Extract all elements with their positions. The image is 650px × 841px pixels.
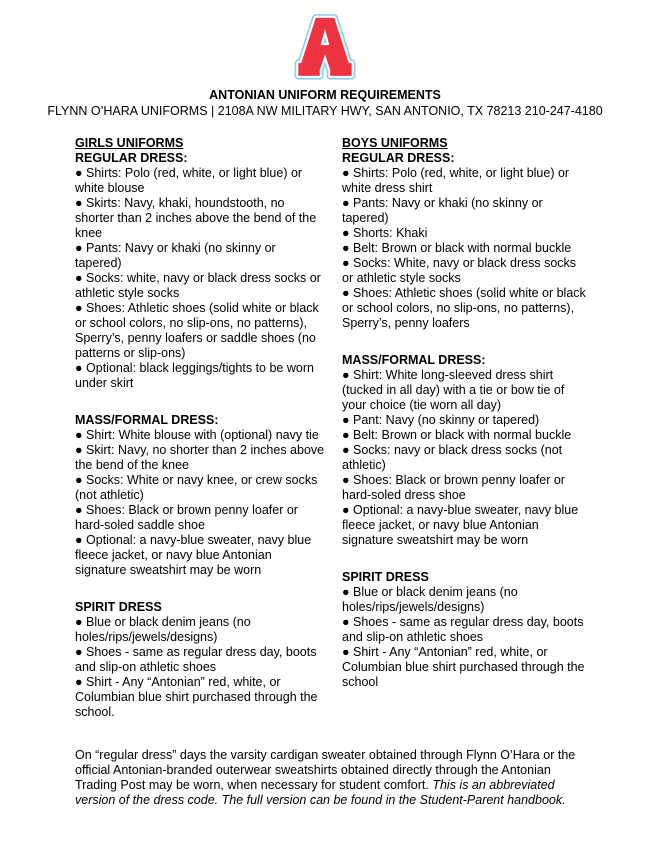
bullet-item: ● Shoes: Black or brown penny loafer or hard-soled saddle shoe <box>75 503 298 532</box>
bullet-item: ● Shoes - same as regular dress day, boots and slip-on athletic shoes <box>342 615 584 644</box>
column-heading: BOYS UNIFORMS <box>342 136 448 150</box>
uniform-columns <box>75 136 589 720</box>
bullet-item: ● Shirt - Any “Antonian” red, white, or Columbian blue shirt purchased through the school. <box>75 675 318 719</box>
girls-uniforms-column <box>75 136 325 720</box>
bullet-item: ● Blue or black denim jeans (no holes/rips/jewels/designs) <box>342 585 518 614</box>
bullet-item: ● Shorts: Khaki <box>342 226 428 240</box>
bullet-item: ● Optional: a navy-blue sweater, navy blue fleece jacket, or navy blue Antonian signature sweatshirt may be worn <box>342 503 579 547</box>
bullet-item: ● Skirt: Navy, no shorter than 2 inches above the bend of the knee <box>75 443 325 472</box>
section-title: SPIRIT DRESS <box>75 600 162 614</box>
bullet-item: ● Pant: Navy (no skinny or tapered) <box>342 413 540 427</box>
varsity-a-icon <box>296 16 354 80</box>
column-heading: GIRLS UNIFORMS <box>75 136 184 150</box>
bullet-item: ● Shoes: Black or brown penny loafer or hard-soled dress shoe <box>342 473 565 502</box>
section-title: SPIRIT DRESS <box>342 570 429 584</box>
bullet-item: ● Socks: white, navy or black dress socks or athletic style socks <box>75 271 321 300</box>
bullet-item: ● Shoes: Athletic shoes (solid white or black or school colors, no slip-ons, no patterns), Sperry’s, penny loafers <box>342 286 586 330</box>
footer-note <box>75 748 587 808</box>
boys-uniforms-column <box>342 136 589 720</box>
section-title: MASS/FORMAL DRESS: <box>75 413 219 427</box>
bullet-item: ● Optional: a navy-blue sweater, navy blue fleece jacket, or navy blue Antonian signature sweatshirt may be worn <box>75 533 312 577</box>
footer-note-text: On “regular dress” days the varsity cardigan sweater obtained through Flynn O’Hara or the official Antonian-branded outerwear sweatshirts obtained directly through the Antonian Trading Post may be worn, when necessary for student comfort. <box>75 748 576 792</box>
bullet-item: ● Belt: Brown or black with normal buckle <box>342 428 572 442</box>
document-header <box>0 0 650 119</box>
document-title: ANTONIAN UNIFORM REQUIREMENTS <box>209 88 441 102</box>
bullet-item: ● Shirt - Any “Antonian” red, white, or Columbian blue shirt purchased through the school <box>342 645 585 689</box>
document-subtitle: FLYNN O’HARA UNIFORMS | 2108A NW MILITARY HWY, SAN ANTONIO, TX 78213 210-247-4180 <box>47 104 603 118</box>
bullet-item: ● Socks: navy or black dress socks (not athletic) <box>342 443 563 472</box>
bullet-item: ● Shirts: Polo (red, white, or light blue) or white dress shirt <box>342 166 570 195</box>
bullet-item: ● Socks: White or navy knee, or crew socks (not athletic) <box>75 473 318 502</box>
bullet-item: ● Skirts: Navy, khaki, houndstooth, no shorter than 2 inches above the bend of the knee <box>75 196 317 240</box>
bullet-item: ● Pants: Navy or khaki (no skinny or tapered) <box>75 241 276 270</box>
bullet-item: ● Pants: Navy or khaki (no skinny or tapered) <box>342 196 543 225</box>
bullet-item: ● Shirts: Polo (red, white, or light blue) or white blouse <box>75 166 303 195</box>
bullet-item: ● Optional: black leggings/tights to be worn under skirt <box>75 361 314 390</box>
footer-note-italic: This is an abbreviated version of the dress code. The full version can be found in the Student-Parent handbook. <box>75 778 566 807</box>
school-logo <box>0 16 650 80</box>
bullet-item: ● Socks: White, navy or black dress socks or athletic style socks <box>342 256 577 285</box>
bullet-item: ● Blue or black denim jeans (no holes/rips/jewels/designs) <box>75 615 251 644</box>
bullet-item: ● Shoes - same as regular dress day, boots and slip-on athletic shoes <box>75 645 317 674</box>
bullet-item: ● Shirt: White long-sleeved dress shirt (tucked in all day) with a tie or bow tie of your choice (tie worn all day) <box>342 368 565 412</box>
section-title: REGULAR DRESS: <box>342 151 455 165</box>
bullet-item: ● Shoes: Athletic shoes (solid white or black or school colors, no slip-ons, no patterns), Sperry’s, penny loafers or saddle shoes (no patterns or slip-ons) <box>75 301 319 360</box>
bullet-item: ● Belt: Brown or black with normal buckle <box>342 241 572 255</box>
section-title: REGULAR DRESS: <box>75 151 188 165</box>
bullet-item: ● Shirt: White blouse with (optional) navy tie <box>75 428 319 442</box>
section-title: MASS/FORMAL DRESS: <box>342 353 486 367</box>
